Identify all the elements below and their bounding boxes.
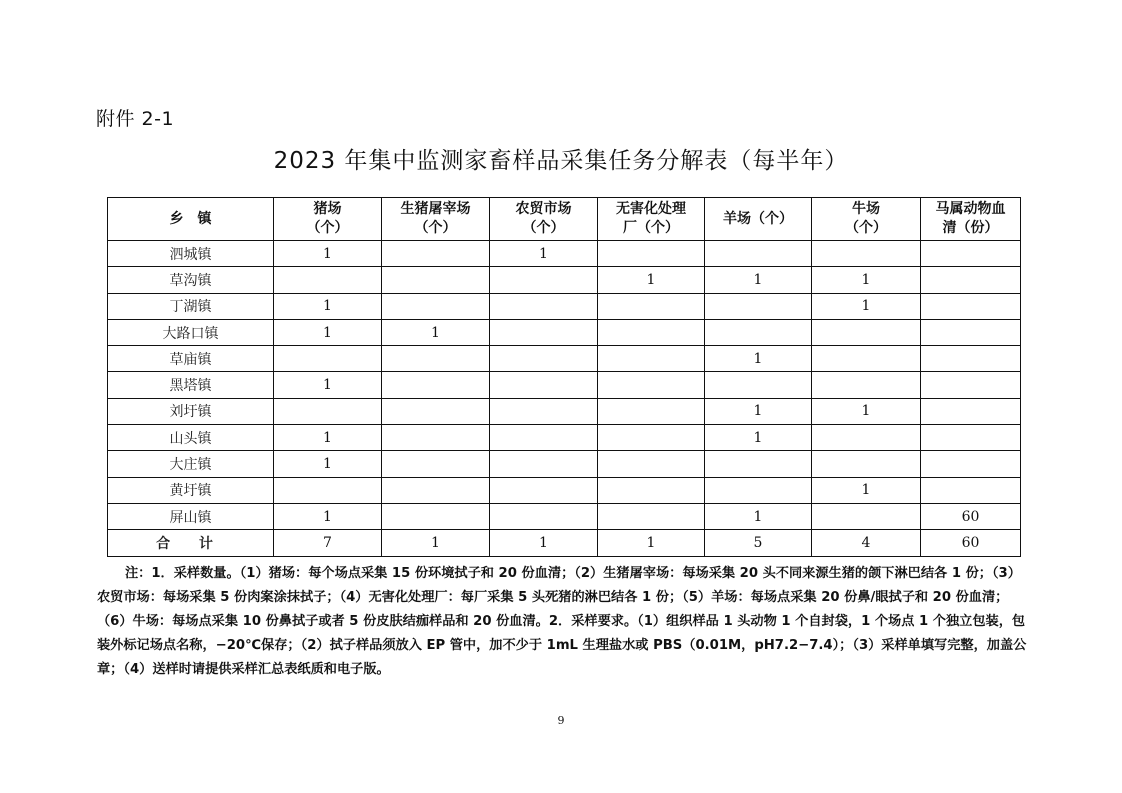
count-cell: 1: [274, 451, 382, 477]
count-cell: [382, 293, 490, 319]
column-header: [921, 198, 1021, 241]
count-cell: [921, 372, 1021, 398]
count-cell: [812, 451, 921, 477]
table-row: [108, 398, 1021, 424]
town-name-cell: 大路口镇: [108, 319, 274, 345]
count-cell: 1: [705, 267, 812, 293]
count-cell: [382, 267, 490, 293]
count-cell: [812, 241, 921, 267]
table-row: [108, 503, 1021, 529]
count-cell: 1: [274, 503, 382, 529]
count-cell: [274, 267, 382, 293]
table-body: [108, 241, 1021, 557]
count-cell: 1: [274, 372, 382, 398]
town-name-cell: 黄圩镇: [108, 477, 274, 503]
table-row: [108, 451, 1021, 477]
count-cell: [705, 372, 812, 398]
column-header: [812, 198, 921, 241]
count-cell: [490, 425, 598, 451]
count-cell: [705, 293, 812, 319]
column-header-line: 猪场: [313, 201, 342, 217]
count-cell: [598, 398, 705, 424]
attachment-label: 附件 2-1: [96, 108, 175, 130]
column-header: [490, 198, 598, 241]
table-row: [108, 319, 1021, 345]
count-cell: [490, 503, 598, 529]
count-cell: [812, 372, 921, 398]
count-cell: [812, 319, 921, 345]
column-header-line: 清（份）: [942, 220, 999, 236]
count-cell: [921, 398, 1021, 424]
count-cell: [705, 241, 812, 267]
count-cell: [382, 372, 490, 398]
count-cell: [274, 398, 382, 424]
count-cell: 1: [274, 425, 382, 451]
count-cell: [705, 451, 812, 477]
town-name-cell: 泗城镇: [108, 241, 274, 267]
count-cell: [490, 398, 598, 424]
column-header: [598, 198, 705, 241]
table-row: [108, 267, 1021, 293]
count-cell: [921, 293, 1021, 319]
count-cell: [382, 346, 490, 372]
town-name-cell: 草沟镇: [108, 267, 274, 293]
total-cell: 4: [812, 530, 921, 556]
count-cell: 1: [274, 293, 382, 319]
count-cell: [598, 346, 705, 372]
count-cell: [382, 425, 490, 451]
table-row: [108, 293, 1021, 319]
column-header-line: 牛场: [852, 201, 880, 217]
total-cell: 1: [490, 530, 598, 556]
column-header-line: 马属动物血: [935, 201, 1006, 217]
column-header: [108, 198, 274, 241]
count-cell: 1: [812, 477, 921, 503]
count-cell: [490, 319, 598, 345]
count-cell: [598, 451, 705, 477]
count-cell: [382, 398, 490, 424]
count-cell: [490, 451, 598, 477]
table-row: [108, 372, 1021, 398]
count-cell: [490, 477, 598, 503]
count-cell: [598, 372, 705, 398]
count-cell: 1: [705, 425, 812, 451]
notes-paragraph: 注：1．采样数量。（1）猪场：每个场点采集 15 份环境拭子和 20 份血清；（2）生猪屠宰场：每场采集 20 头不同来源生猪的颌下淋巴结各 1 份；（3）农贸市场：每场采集 5 份肉案涂抹拭子；（4）无害化处理厂：每厂采集 5 头死猪的淋巴结各 1 份；（5）羊场：每场点采集 20 份鼻/眼拭子和 20 份血清；（6）牛场：每场点采集 10 份鼻拭子或者 5 份皮肤结痂样品和 20 份血清。2．采样要求。（1）组织样品 1 头动物 1 个自封袋，1 个场点 1 个独立包装，包装外标记场点名称，−20℃保存；（2）拭子样品须放入 EP 管中，加不少于 1mL 生理盐水或 PBS（0.01M，pH7.2−7.4）；（3）采样单填写完整，加盖公章；（4）送样时请提供采样汇总表纸质和电子版。: [97, 566, 1027, 677]
count-cell: [921, 241, 1021, 267]
count-cell: [490, 293, 598, 319]
count-cell: [705, 319, 812, 345]
count-cell: 1: [382, 319, 490, 345]
column-header: [382, 198, 490, 241]
total-cell: 1: [598, 530, 705, 556]
column-header-line: 无害化处理: [616, 201, 686, 217]
table-row: [108, 477, 1021, 503]
count-cell: [921, 425, 1021, 451]
count-cell: [490, 372, 598, 398]
column-header: [274, 198, 382, 241]
count-cell: [921, 319, 1021, 345]
town-name-cell: 草庙镇: [108, 346, 274, 372]
count-cell: 1: [490, 241, 598, 267]
count-cell: [598, 477, 705, 503]
count-cell: [812, 425, 921, 451]
count-cell: 1: [812, 267, 921, 293]
count-cell: 1: [705, 503, 812, 529]
count-cell: 1: [705, 398, 812, 424]
count-cell: [274, 477, 382, 503]
count-cell: [598, 319, 705, 345]
count-cell: [274, 346, 382, 372]
count-cell: [490, 267, 598, 293]
town-name-cell: 丁湖镇: [108, 293, 274, 319]
total-label-cell: 合 计: [108, 530, 274, 556]
town-name-cell: 屏山镇: [108, 503, 274, 529]
count-cell: 1: [274, 241, 382, 267]
column-header-line: 厂（个）: [623, 220, 679, 236]
total-cell: 60: [921, 530, 1021, 556]
table-row: [108, 241, 1021, 267]
count-cell: [921, 267, 1021, 293]
total-cell: 5: [705, 530, 812, 556]
count-cell: 1: [705, 346, 812, 372]
column-header-line: （个）: [845, 220, 887, 236]
page-number: 9: [557, 714, 565, 727]
count-cell: [598, 425, 705, 451]
count-cell: [382, 477, 490, 503]
count-cell: [598, 241, 705, 267]
count-cell: [490, 346, 598, 372]
count-cell: [921, 346, 1021, 372]
count-cell: 1: [812, 293, 921, 319]
column-header-line: 羊场（个）: [723, 210, 793, 227]
count-cell: [598, 293, 705, 319]
column-header-line: 农贸市场: [515, 201, 572, 217]
town-name-cell: 黑塔镇: [108, 372, 274, 398]
sampling-task-table: [107, 197, 1021, 557]
town-name-cell: 刘圩镇: [108, 398, 274, 424]
count-cell: [382, 451, 490, 477]
count-cell: [598, 503, 705, 529]
total-cell: 7: [274, 530, 382, 556]
count-cell: [812, 503, 921, 529]
town-name-cell: 大庄镇: [108, 451, 274, 477]
count-cell: 1: [812, 398, 921, 424]
count-cell: 1: [274, 319, 382, 345]
column-header-line: 生猪屠宰场: [400, 201, 471, 217]
page-title: 2023 年集中监测家畜样品采集任务分解表（每半年）: [273, 148, 849, 174]
count-cell: [705, 477, 812, 503]
total-cell: 1: [382, 530, 490, 556]
count-cell: [921, 451, 1021, 477]
count-cell: [812, 346, 921, 372]
count-cell: 1: [598, 267, 705, 293]
table-row: [108, 425, 1021, 451]
table-header-row: [108, 198, 1021, 241]
count-cell: [382, 503, 490, 529]
count-cell: [921, 477, 1021, 503]
column-header: [705, 198, 812, 241]
column-header-line: （个）: [414, 220, 457, 236]
count-cell: 60: [921, 503, 1021, 529]
table-row: [108, 346, 1021, 372]
total-row: [108, 530, 1021, 556]
column-header-line: （个）: [306, 220, 349, 236]
count-cell: [382, 241, 490, 267]
column-header-line: 乡 镇: [169, 210, 212, 227]
town-name-cell: 山头镇: [108, 425, 274, 451]
column-header-line: （个）: [522, 220, 565, 236]
